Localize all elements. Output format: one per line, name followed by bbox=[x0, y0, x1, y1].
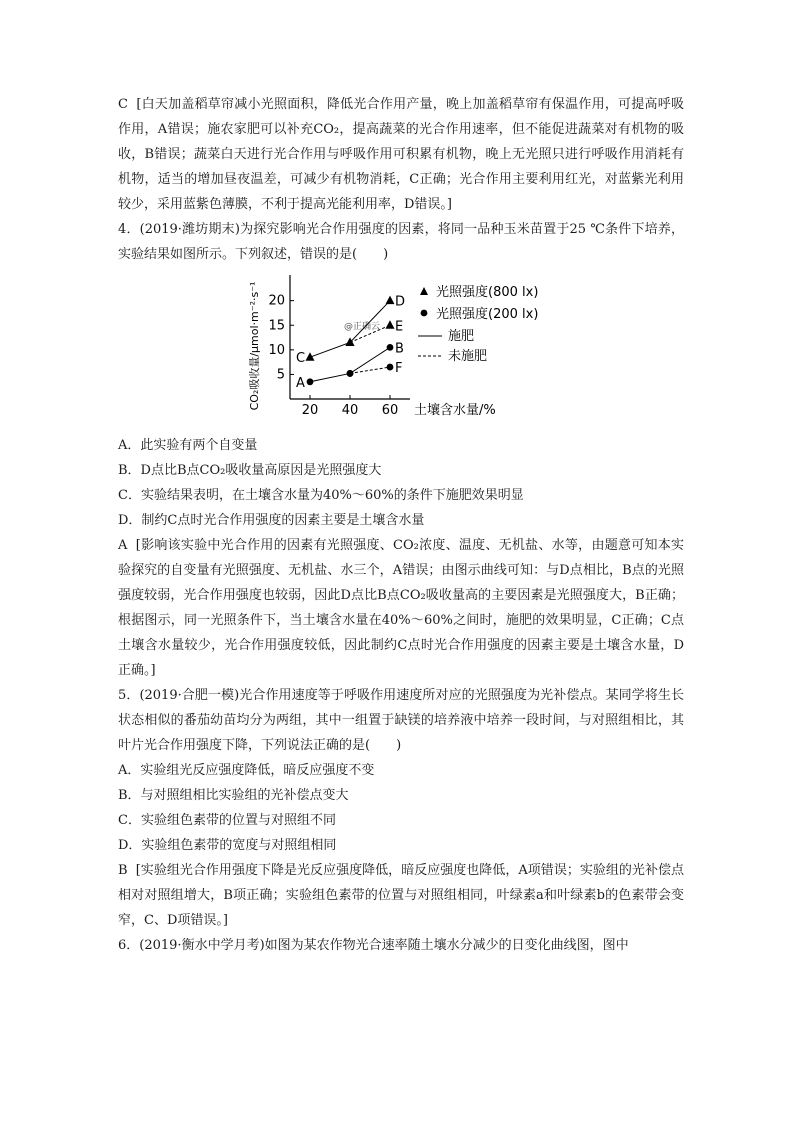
question-text: (2019·合肥一模)光合作用速度等于呼吸作用速度所对应的光照强度为光补偿点。某同学将生长状态相似的番茄幼苗均分为两组，其中一组置于缺镁的培养液中培养一段时间，与对照组相比，其叶片光合作用强度下降，下列说法正确的是( ) bbox=[118, 688, 684, 753]
x-tick-label: 40 bbox=[341, 403, 359, 418]
page-content bbox=[118, 92, 684, 958]
option-c: C．实验结果表明，在土壤含水量为40%～60%的条件下施肥效果明显 bbox=[118, 488, 524, 503]
question-text: (2019·衡水中学月考)如图为某农作物光合速率随土壤水分减少的日变化曲线图，图中 bbox=[139, 938, 629, 953]
point-label: A bbox=[296, 375, 305, 391]
question-number: 5． bbox=[118, 688, 140, 703]
explanation-q3 bbox=[118, 92, 684, 217]
point-label: B bbox=[395, 341, 404, 357]
answer-explanation: [白天加盖稻草帘减小光照面积，降低光合作用产量，晚上加盖稻草帘有保温作用，可提高呼吸作用，A错误；施农家肥可以补充CO₂，提高蔬菜的光合作用速率，但不能促进蔬菜对有机物的吸收，B错误；蔬菜白天进行光合作用与呼吸作用可积累有机物，晚上无光照只进行呼吸作用消耗有机物，适当的增加昼夜温差，可减少有机物消耗，C正确；光合作用主要利用红光，对蓝紫光利用较少，采用蓝紫色薄膜，不利于提高光能利用率，D错误。] bbox=[118, 97, 684, 212]
option-d: D．制约C点时光合作用强度的因素主要是土壤含水量 bbox=[118, 513, 425, 528]
watermark-text: @正确云 bbox=[344, 322, 381, 333]
question-6-stem bbox=[118, 933, 684, 958]
option-d: D．实验组色素带的宽度与对照组相同 bbox=[118, 838, 337, 853]
y-axis-label: CO₂吸收量/μmol·m⁻²·s⁻¹ bbox=[248, 281, 261, 411]
y-tick-label: 10 bbox=[268, 342, 285, 358]
legend-circle-icon bbox=[421, 310, 428, 317]
data-point-triangle bbox=[386, 320, 395, 329]
point-label: E bbox=[395, 319, 404, 335]
explanation-q4 bbox=[118, 533, 684, 683]
answer-explanation: [实验组光合作用强度下降是光反应强度降低，暗反应强度也降低，A项错误；实验组的光补偿点相对对照组增大，B项正确；实验组色素带的位置与对照组相同，叶绿素a和叶绿素b的色素带会变窄，C、D项错误。] bbox=[118, 863, 684, 928]
option-b: B．D点比B点CO₂吸收量高原因是光照强度大 bbox=[118, 463, 382, 478]
point-label: C bbox=[296, 351, 306, 367]
question-5-stem bbox=[118, 683, 684, 758]
co2-absorption-chart bbox=[248, 269, 548, 429]
chart-figure bbox=[118, 269, 684, 429]
option-b: B．与对照组相比实验组的光补偿点变大 bbox=[118, 788, 349, 803]
data-point-circle bbox=[307, 378, 314, 385]
legend-label: 光照强度(800 lx) bbox=[436, 285, 539, 300]
legend-label: 未施肥 bbox=[448, 349, 488, 364]
answer-letter: A bbox=[118, 538, 128, 553]
option-a: A．实验组光反应强度降低，暗反应强度不变 bbox=[118, 763, 375, 778]
data-point-circle bbox=[347, 370, 354, 377]
question-number: 4． bbox=[118, 222, 140, 237]
answer-letter: B bbox=[118, 863, 128, 878]
y-tick-label: 15 bbox=[268, 318, 285, 334]
legend-label: 施肥 bbox=[448, 329, 475, 344]
question-text: (2019·潍坊期末)为探究影响光合作用强度的因素，将同一品种玉米苗置于25 ℃条件下培养，实验结果如图所示。下列叙述，错误的是( ) bbox=[118, 222, 685, 262]
data-point-circle bbox=[387, 364, 394, 371]
answer-letter: C bbox=[118, 97, 128, 112]
answer-explanation: [影响该实验中光合作用的因素有光照强度、CO₂浓度、温度、无机盐、水等，由题意可知本实验探究的自变量有光照强度、无机盐、水三个，A错误；由图示曲线可知：与D点相比，B点的光照强度较弱，光合作用强度也较弱，因此D点比B点CO₂吸收量高的主要因素是光照强度大，B正确；根据图示，同一光照条件下，当土壤含水量在40%～60%之间时，施肥的效果明显，C正确；C点土壤含水量较少，光合作用强度较低，因此制约C点时光合作用强度的因素主要是土壤含水量，D正确。] bbox=[118, 538, 684, 678]
data-point-triangle bbox=[386, 296, 395, 305]
series-line bbox=[350, 367, 390, 373]
question-4-stem bbox=[118, 217, 684, 267]
legend-label: 光照强度(200 lx) bbox=[436, 307, 539, 322]
explanation-q5 bbox=[118, 858, 684, 933]
question-number: 6． bbox=[118, 938, 140, 953]
point-label: D bbox=[395, 294, 406, 310]
y-tick-label: 5 bbox=[276, 367, 285, 383]
y-tick-label: 20 bbox=[268, 293, 285, 309]
x-tick-label: 60 bbox=[381, 403, 399, 418]
data-point-circle bbox=[387, 344, 394, 351]
option-a: A．此实验有两个自变量 bbox=[118, 438, 258, 453]
option-c: C．实验组色素带的位置与对照组不同 bbox=[118, 813, 336, 828]
point-label: F bbox=[395, 361, 403, 377]
x-axis-label: 土壤含水量/% bbox=[414, 403, 496, 418]
legend-triangle-icon bbox=[420, 287, 428, 295]
x-tick-label: 20 bbox=[301, 403, 319, 418]
